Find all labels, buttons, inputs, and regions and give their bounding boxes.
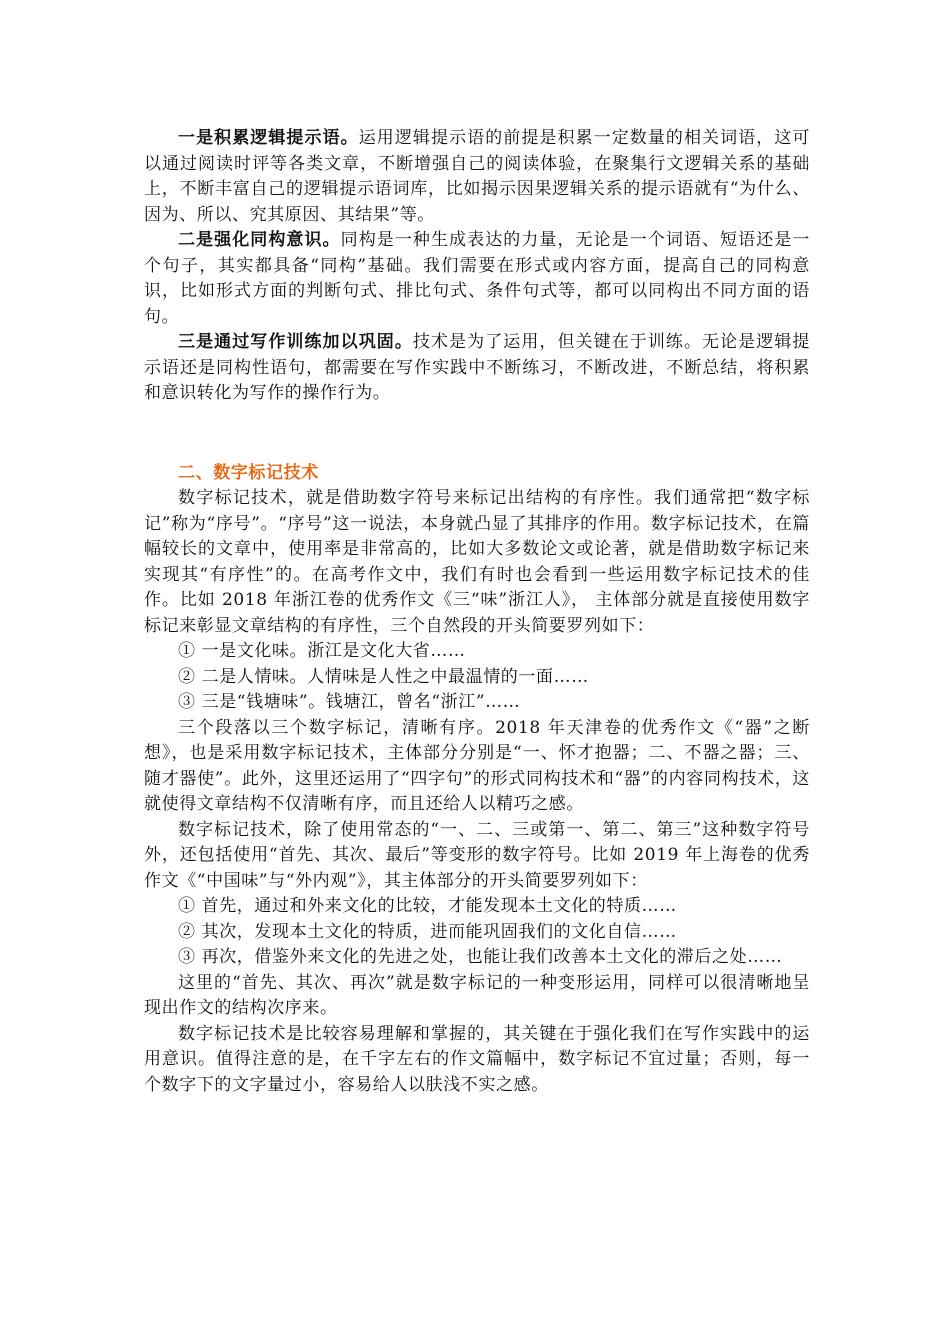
list-item: ② 其次，发现本土文化的特质，进而能巩固我们的文化自信……: [178, 921, 677, 942]
paragraph-lead: 三是通过写作训练加以巩固。: [178, 332, 413, 352]
list-item: ③ 再次，借鉴外来文化的先进之处，也能让我们改善本土文化的滞后之处……: [178, 947, 783, 967]
paragraph-tianjin-example: 三个段落以三个数字标记，清晰有序。2018 年天津卷的优秀作文《“器”之断想》，也是采用数字标记技术，主体部分分别是“一、怀才抱器；二、不器之器；三、随才器使”。此外，这里还运用了“四字句”的形式同构技术和“器”的内容同构技术，这就使得文章结构不仅清晰有序，而且还给人以精巧之感。: [144, 717, 810, 814]
paragraph-lead: 一是积累逻辑提示语。: [178, 128, 359, 148]
paragraph-lead: 二是强化同构意识。: [178, 230, 341, 250]
paragraph-conclusion: 数字标记技术是比较容易理解和掌握的，其关键在于强化我们在写作实践中的运用意识。值得注意的是，在千字左右的作文篇幅中，数字标记不宜过量；否则，每一个数字下的文字量过小，容易给人以肤浅不实之感。: [144, 1023, 810, 1095]
paragraph-variant-summary: 这里的“首先、其次、再次”就是数字标记的一种变形运用，同样可以很清晰地呈现出作文的结构次序来。: [144, 972, 810, 1018]
paragraph-accumulate-logic-prompts: [144, 126, 810, 228]
section-heading: 二、数字标记技术: [178, 462, 319, 483]
paragraph-number-marking-intro: 数字标记技术，就是借助数字符号来标记出结构的有序性。我们通常把“数字标记”称为“序号”。“序号”这一说法，本身就凸显了其排序的作用。数字标记技术，在篇幅较长的文章中，使用率是非常高的，比如大多数论文或论著，就是借助数字标记来实现其“有序性”的。在高考作文中，我们有时也会看到一些运用数字标记技术的佳作。比如 2018 年浙江卷的优秀作文《三“味”浙江人》， 主体部分就是直接使用数字标记来彰显文章结构的有序性，三个自然段的开头简要罗列如下：: [144, 488, 810, 636]
paragraph-text: 运用逻辑提示语的前提是积累一定数量的相关词语，这可以通过阅读时评等各类文章，不断增强自己的阅读体验，在聚集行文逻辑关系的基础上，不断丰富自己的逻辑提示语词库，比如揭示因果逻辑关系的提示语就有“为什么、因为、所以、究其原因、其结果”等。: [144, 128, 811, 225]
list-item: ② 二是人情味。人情味是人性之中最温情的一面……: [178, 666, 589, 687]
paragraph-isomorphism-awareness: [144, 228, 810, 330]
section-gap: [144, 407, 810, 461]
paragraph-writing-practice: [144, 330, 810, 407]
list-item: ③ 三是“钱塘味”。钱塘江，曾名“浙江”……: [178, 692, 521, 712]
list-item: ① 一是文化味。浙江是文化大省……: [178, 641, 466, 661]
list-item: ① 首先，通过和外来文化的比较，才能发现本土文化的特质……: [178, 896, 677, 916]
paragraph-text: 技术是为了运用，但关键在于训练。无论是逻辑提示语还是同构性语句，都需要在写作实践中不断练习，不断改进，不断总结，将积累和意识转化为写作的操作行为。: [144, 332, 810, 403]
paragraph-variant-numbering: 数字标记技术，除了使用常态的“一、二、三或第一、第二、第三”这种数字符号外，还包括使用“首先、其次、最后”等变形的数字符号。比如 2019 年上海卷的优秀作文《“中国味”与“外内观”》，其主体部分的开头简要罗列如下：: [144, 819, 810, 891]
document-page: [144, 126, 810, 1098]
paragraph-text: 同构是一种生成表达的力量，无论是一个词语、短语还是一个句子，其实都具备“同构”基础。我们需要在形式或内容方面，提高自己的同构意识，比如形式方面的判断句式、排比句式、条件句式等，都可以同构出不同方面的语句。: [144, 230, 810, 327]
